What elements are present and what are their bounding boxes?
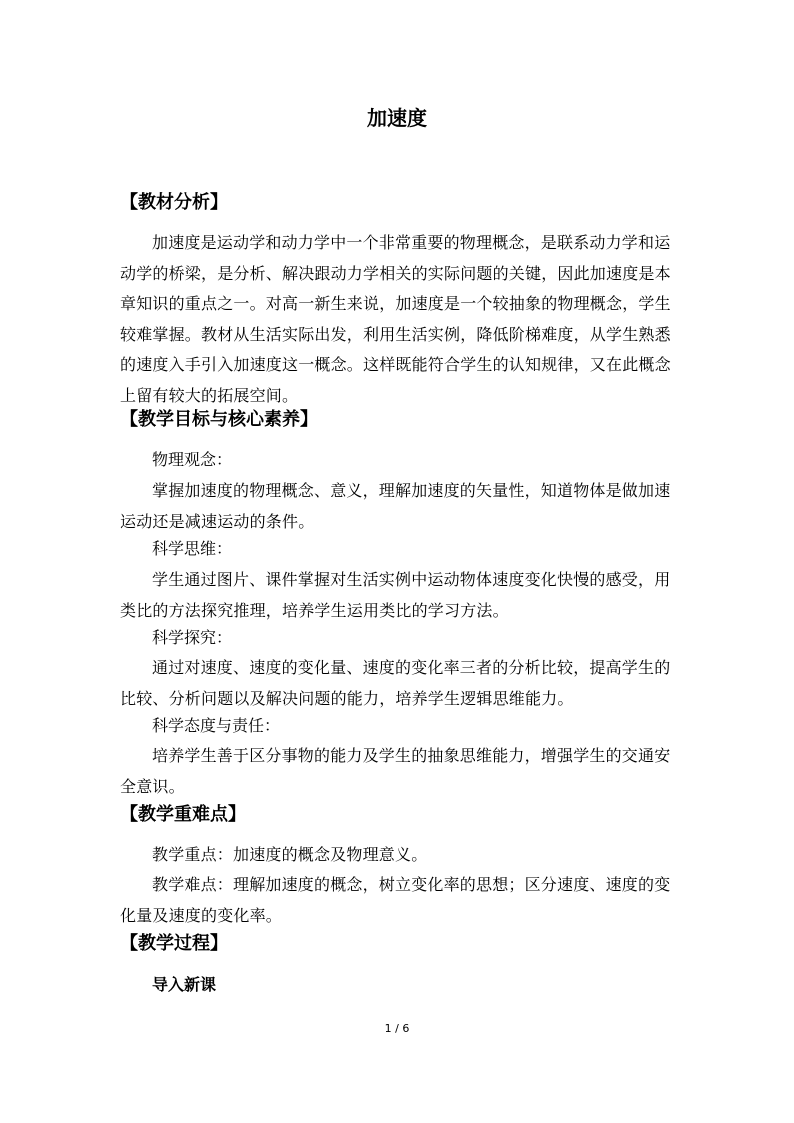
paragraph-line: 运动还是减速运动的条件。 [120,511,315,531]
paragraph-line: 动学的桥梁，是分析、解决跟动力学相关的实际问题的关键，因此加速度是本 [120,263,671,283]
intro-subheading: 导入新课 [152,975,217,994]
scientific-thinking-paragraph [120,565,680,626]
paragraph-line: 加速度是运动学和动力学中一个非常重要的物理概念，是联系动力学和运 [152,233,671,252]
section-heading-process: 【教学过程】 [120,933,228,954]
section-heading-key-points: 【教学重难点】 [120,804,246,825]
scientific-inquiry-label: 科学探究： [152,628,233,647]
paragraph-line: 教学难点：理解加速度的概念，树立变化率的思想；区分速度、速度的变 [152,875,671,894]
scientific-thinking-label: 科学思维： [152,539,233,558]
document-title: 加速度 [367,106,427,130]
paragraph-line: 掌握加速度的物理概念、意义，理解加速度的矢量性，知道物体是做加速 [152,481,671,500]
paragraph-line: 上留有较大的拓展空间。 [120,385,299,405]
paragraph-line: 章知识的重点之一。对高一新生来说，加速度是一个较抽象的物理概念，学生 [120,294,671,314]
attitude-paragraph [120,741,680,802]
paragraph-line: 通过对速度、速度的变化量、速度的变化率三者的分析比较，提高学生的 [152,658,671,677]
paragraph-line: 的速度入手引入加速度这一概念。这样既能符合学生的认知规律，又在此概念 [120,355,671,375]
paragraph-line: 培养学生善于区分事物的能力及学生的抽象思维能力，增强学生的交通安 [152,746,671,765]
paragraph-line: 教学重点：加速度的概念及物理意义。 [152,845,428,864]
scientific-inquiry-paragraph [120,653,680,714]
paragraph-line: 全意识。 [120,776,185,796]
page-number: 1 / 6 [384,1022,410,1035]
material-analysis-paragraph [120,228,680,412]
section-heading-material-analysis: 【教材分析】 [120,192,228,213]
physics-concept-paragraph [120,476,680,537]
section-heading-goals: 【教学目标与核心素养】 [120,409,318,430]
paragraph-line: 较难掌握。教材从生活实际出发，利用生活实例，降低阶梯难度，从学生熟悉 [120,324,671,344]
attitude-label: 科学态度与责任： [152,716,281,735]
paragraph-line: 学生通过图片、课件掌握对生活实例中运动物体速度变化快慢的感受，用 [152,570,671,589]
physics-concept-label: 物理观念： [152,450,233,469]
paragraph-line: 比较、分析问题以及解决问题的能力，培养学生逻辑思维能力。 [120,688,574,708]
paragraph-line: 类比的方法探究推理，培养学生运用类比的学习方法。 [120,600,509,620]
difficult-point-paragraph [120,870,680,931]
paragraph-line: 化量及速度的变化率。 [120,905,283,925]
key-point-paragraph [120,840,680,871]
